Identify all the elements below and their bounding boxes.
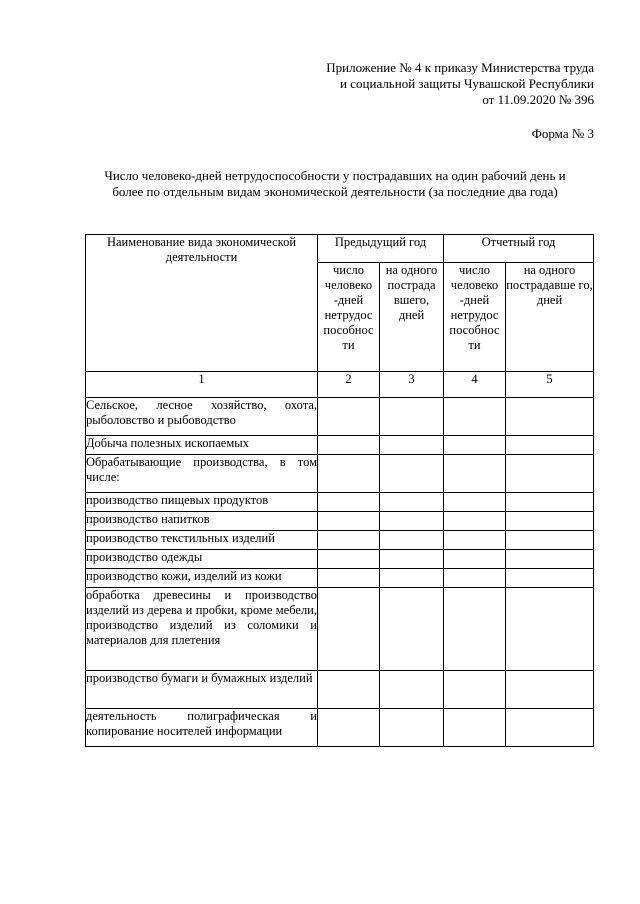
report-year-header: Отчетный год <box>444 235 594 263</box>
column-number: 2 <box>318 372 380 398</box>
table-cell <box>380 512 444 531</box>
table-cell <box>506 709 594 747</box>
table-cell <box>444 436 506 455</box>
activity-name: производство пищевых продуктов <box>86 493 318 512</box>
table-cell <box>380 493 444 512</box>
column-number: 4 <box>444 372 506 398</box>
appendix-line-1: Приложение № 4 к приказу Министерства труда <box>326 60 594 75</box>
table-cell <box>318 512 380 531</box>
table-cell <box>380 550 444 569</box>
sub-header-report-days: число человеко -дней нетрудос пособнос ти <box>444 263 506 372</box>
table-cell <box>506 436 594 455</box>
table-cell <box>380 436 444 455</box>
table-cell <box>444 709 506 747</box>
document-title <box>70 168 600 200</box>
table-cell <box>444 398 506 436</box>
column-number: 5 <box>506 372 594 398</box>
table-cell <box>444 588 506 671</box>
table-row <box>86 455 594 493</box>
activity-name: производство бумаги и бумажных изделий <box>86 671 318 709</box>
appendix-line-2: и социальной защиты Чувашской Республики <box>340 76 594 91</box>
column-number: 1 <box>86 372 318 398</box>
table-cell <box>380 671 444 709</box>
appendix-header <box>326 60 594 108</box>
form-number: Форма № 3 <box>531 126 594 141</box>
activity-name: производство одежды <box>86 550 318 569</box>
sub-header-report-per-victim: на одного пострадавше го, дней <box>506 263 594 372</box>
appendix-line-3: от 11.09.2020 № 396 <box>482 92 594 107</box>
table-cell <box>380 588 444 671</box>
table-cell <box>506 398 594 436</box>
table-cell <box>444 493 506 512</box>
table-cell <box>380 398 444 436</box>
table-cell <box>380 531 444 550</box>
title-line-2: более по отдельным видам экономической деятельности (за последние два года) <box>112 184 558 199</box>
table-row <box>86 436 594 455</box>
activity-name: деятельность полиграфическая и копирование носителей информации <box>86 709 318 747</box>
table-cell <box>444 671 506 709</box>
table-cell <box>318 671 380 709</box>
table-cell <box>318 493 380 512</box>
table-row <box>86 493 594 512</box>
report-table <box>85 234 594 747</box>
table-cell <box>380 455 444 493</box>
table-cell <box>506 512 594 531</box>
name-column-header: Наименование вида экономической деятельности <box>86 235 318 372</box>
activity-name: обработка древесины и производство изделий из дерева и пробки, кроме мебели, производство изделий из соломики и материалов для плетения <box>86 588 318 671</box>
table-row <box>86 709 594 747</box>
activity-name: производство напитков <box>86 512 318 531</box>
table-cell <box>318 455 380 493</box>
table-cell <box>318 436 380 455</box>
table-cell <box>380 709 444 747</box>
table-row <box>86 671 594 709</box>
table-cell <box>318 398 380 436</box>
activity-name: Сельское, лесное хозяйство, охота, рыболовство и рыбоводство <box>86 398 318 436</box>
table-cell <box>506 569 594 588</box>
table-row <box>86 569 594 588</box>
table-cell <box>444 531 506 550</box>
table-cell <box>506 588 594 671</box>
activity-name: производство текстильных изделий <box>86 531 318 550</box>
table-row <box>86 588 594 671</box>
activity-name: Обрабатывающие производства, в том числе: <box>86 455 318 493</box>
table-cell <box>444 569 506 588</box>
table-row <box>86 512 594 531</box>
table-cell <box>506 455 594 493</box>
header-row-top <box>86 235 594 263</box>
table-cell <box>506 531 594 550</box>
activity-name: Добыча полезных ископаемых <box>86 436 318 455</box>
title-line-1: Число человеко-дней нетрудоспособности у пострадавших на один рабочий день и <box>104 168 566 183</box>
column-number: 3 <box>380 372 444 398</box>
table-cell <box>444 455 506 493</box>
table-cell <box>318 709 380 747</box>
sub-header-prev-days: число человеко -дней нетрудос пособнос ти <box>318 263 380 372</box>
activity-name: производство кожи, изделий из кожи <box>86 569 318 588</box>
sub-header-prev-per-victim: на одного пострада вшего, дней <box>380 263 444 372</box>
table-cell <box>380 569 444 588</box>
table-cell <box>506 493 594 512</box>
table-row <box>86 550 594 569</box>
table-cell <box>318 588 380 671</box>
table-cell <box>506 671 594 709</box>
table-cell <box>444 512 506 531</box>
table-cell <box>318 569 380 588</box>
table-cell <box>506 550 594 569</box>
table-cell <box>444 550 506 569</box>
column-number-row <box>86 372 594 398</box>
table-cell <box>318 550 380 569</box>
table-body <box>86 398 594 747</box>
table-row <box>86 398 594 436</box>
table-row <box>86 531 594 550</box>
table-cell <box>318 531 380 550</box>
previous-year-header: Предыдущий год <box>318 235 444 263</box>
